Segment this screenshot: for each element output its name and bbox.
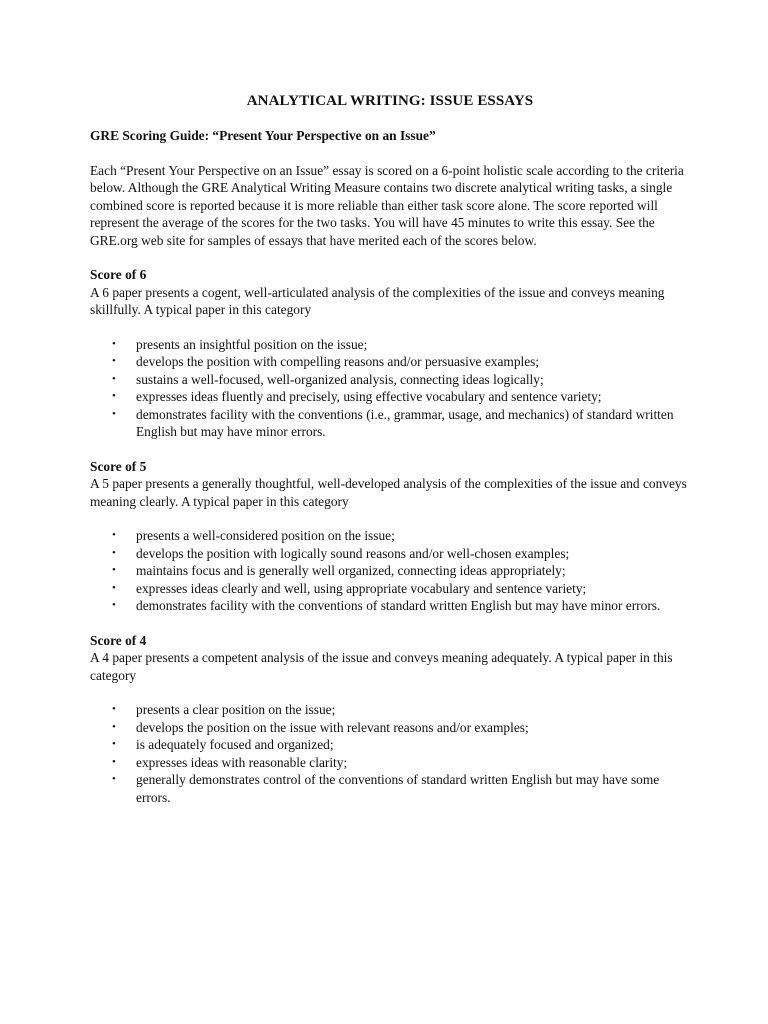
list-item-text: is adequately focused and organized; — [136, 737, 334, 752]
document-subtitle: GRE Scoring Guide: “Present Your Perspective on an Issue” — [90, 128, 436, 143]
list-item-text: expresses ideas with reasonable clarity; — [136, 754, 348, 770]
list-item — [112, 527, 690, 545]
list-item-text: expresses ideas fluently and precisely, using effective vocabulary and sentence variety; — [136, 389, 602, 404]
list-item-text: demonstrates facility with the conventions of standard written English but may have minor errors. — [136, 598, 661, 613]
bullet-icon: • — [112, 372, 116, 385]
bullet-icon: • — [112, 773, 116, 785]
bullet-icon: • — [112, 390, 116, 402]
score-5-section — [90, 458, 690, 615]
document-title: ANALYTICAL WRITING: ISSUE ESSAYS — [246, 93, 534, 109]
bullet-icon: • — [112, 529, 116, 541]
bullet-icon: • — [112, 720, 116, 733]
section-heading: Score of 6 — [90, 267, 147, 282]
bullet-icon: • — [112, 581, 116, 594]
list-item-text: maintains focus and is generally well organized, connecting ideas appropriately; — [136, 563, 566, 578]
list-item-text: expresses ideas clearly and well, using appropriate vocabulary and sentence variety; — [136, 580, 587, 596]
list-item — [112, 353, 690, 371]
criteria-list — [90, 527, 690, 615]
list-item-text: presents a well-considered position on the issue; — [136, 528, 395, 543]
list-item — [112, 545, 690, 563]
list-item — [112, 562, 690, 580]
list-item-text: develops the position on the issue with relevant reasons and/or examples; — [136, 719, 529, 735]
bullet-icon: • — [112, 407, 116, 420]
list-item-text: develops the position with logically sound reasons and/or well-chosen examples; — [136, 545, 570, 561]
criteria-list — [90, 336, 690, 441]
list-item — [112, 736, 690, 754]
score-6-section — [90, 266, 690, 441]
list-item-text: demonstrates facility with the conventions (i.e., grammar, usage, and mechanics) of standard written English but may have minor errors. — [136, 406, 674, 439]
section-description: A 6 paper presents a cogent, well-articulated analysis of the complexities of the issue and conveys meaning skillfully. A typical paper in this category — [90, 284, 665, 317]
bullet-icon: • — [112, 337, 116, 350]
bullet-icon: • — [112, 599, 116, 611]
intro-paragraph: Each “Present Your Perspective on an Issue” essay is scored on a 6-point holistic scale according to the criteria below. Although the GRE Analytical Writing Measure contains two discrete analytical writing tasks, a single combined score is reported because it is more reliable than either task score alone. The score reported will represent the average of the scores for the two tasks. You will have 45 minutes to write this essay. See the GRE.org web site for samples of essays that have merited each of the scores below. — [90, 162, 684, 248]
list-item — [112, 388, 690, 406]
list-item — [112, 580, 690, 598]
list-item — [112, 336, 690, 354]
document-page — [90, 92, 690, 823]
section-heading: Score of 5 — [90, 458, 147, 474]
list-item — [112, 754, 690, 772]
list-item — [112, 771, 690, 806]
bullet-icon: • — [112, 738, 116, 750]
bullet-icon: • — [112, 355, 116, 367]
bullet-icon: • — [112, 564, 116, 576]
list-item — [112, 371, 690, 389]
criteria-list — [90, 701, 690, 806]
list-item — [112, 597, 690, 615]
list-item-text: presents a clear position on the issue; — [136, 702, 336, 717]
list-item-text: generally demonstrates control of the conventions of standard written English but may have some errors. — [136, 772, 660, 805]
section-description: A 4 paper presents a competent analysis of the issue and conveys meaning adequately. A typical paper in this category — [90, 650, 673, 683]
list-item-text: presents an insightful position on the issue; — [136, 336, 368, 352]
list-item — [112, 701, 690, 719]
list-item-text: sustains a well-focused, well-organized analysis, connecting ideas logically; — [136, 371, 544, 387]
section-heading: Score of 4 — [90, 632, 147, 648]
score-4-section — [90, 632, 690, 807]
section-description: A 5 paper presents a generally thoughtful, well-developed analysis of the complexities of the issue and conveys meaning clearly. A typical paper in this category — [90, 476, 687, 509]
bullet-icon: • — [112, 546, 116, 559]
bullet-icon: • — [112, 755, 116, 768]
list-item-text: develops the position with compelling reasons and/or persuasive examples; — [136, 354, 540, 369]
list-item — [112, 719, 690, 737]
list-item — [112, 406, 690, 441]
bullet-icon: • — [112, 703, 116, 715]
